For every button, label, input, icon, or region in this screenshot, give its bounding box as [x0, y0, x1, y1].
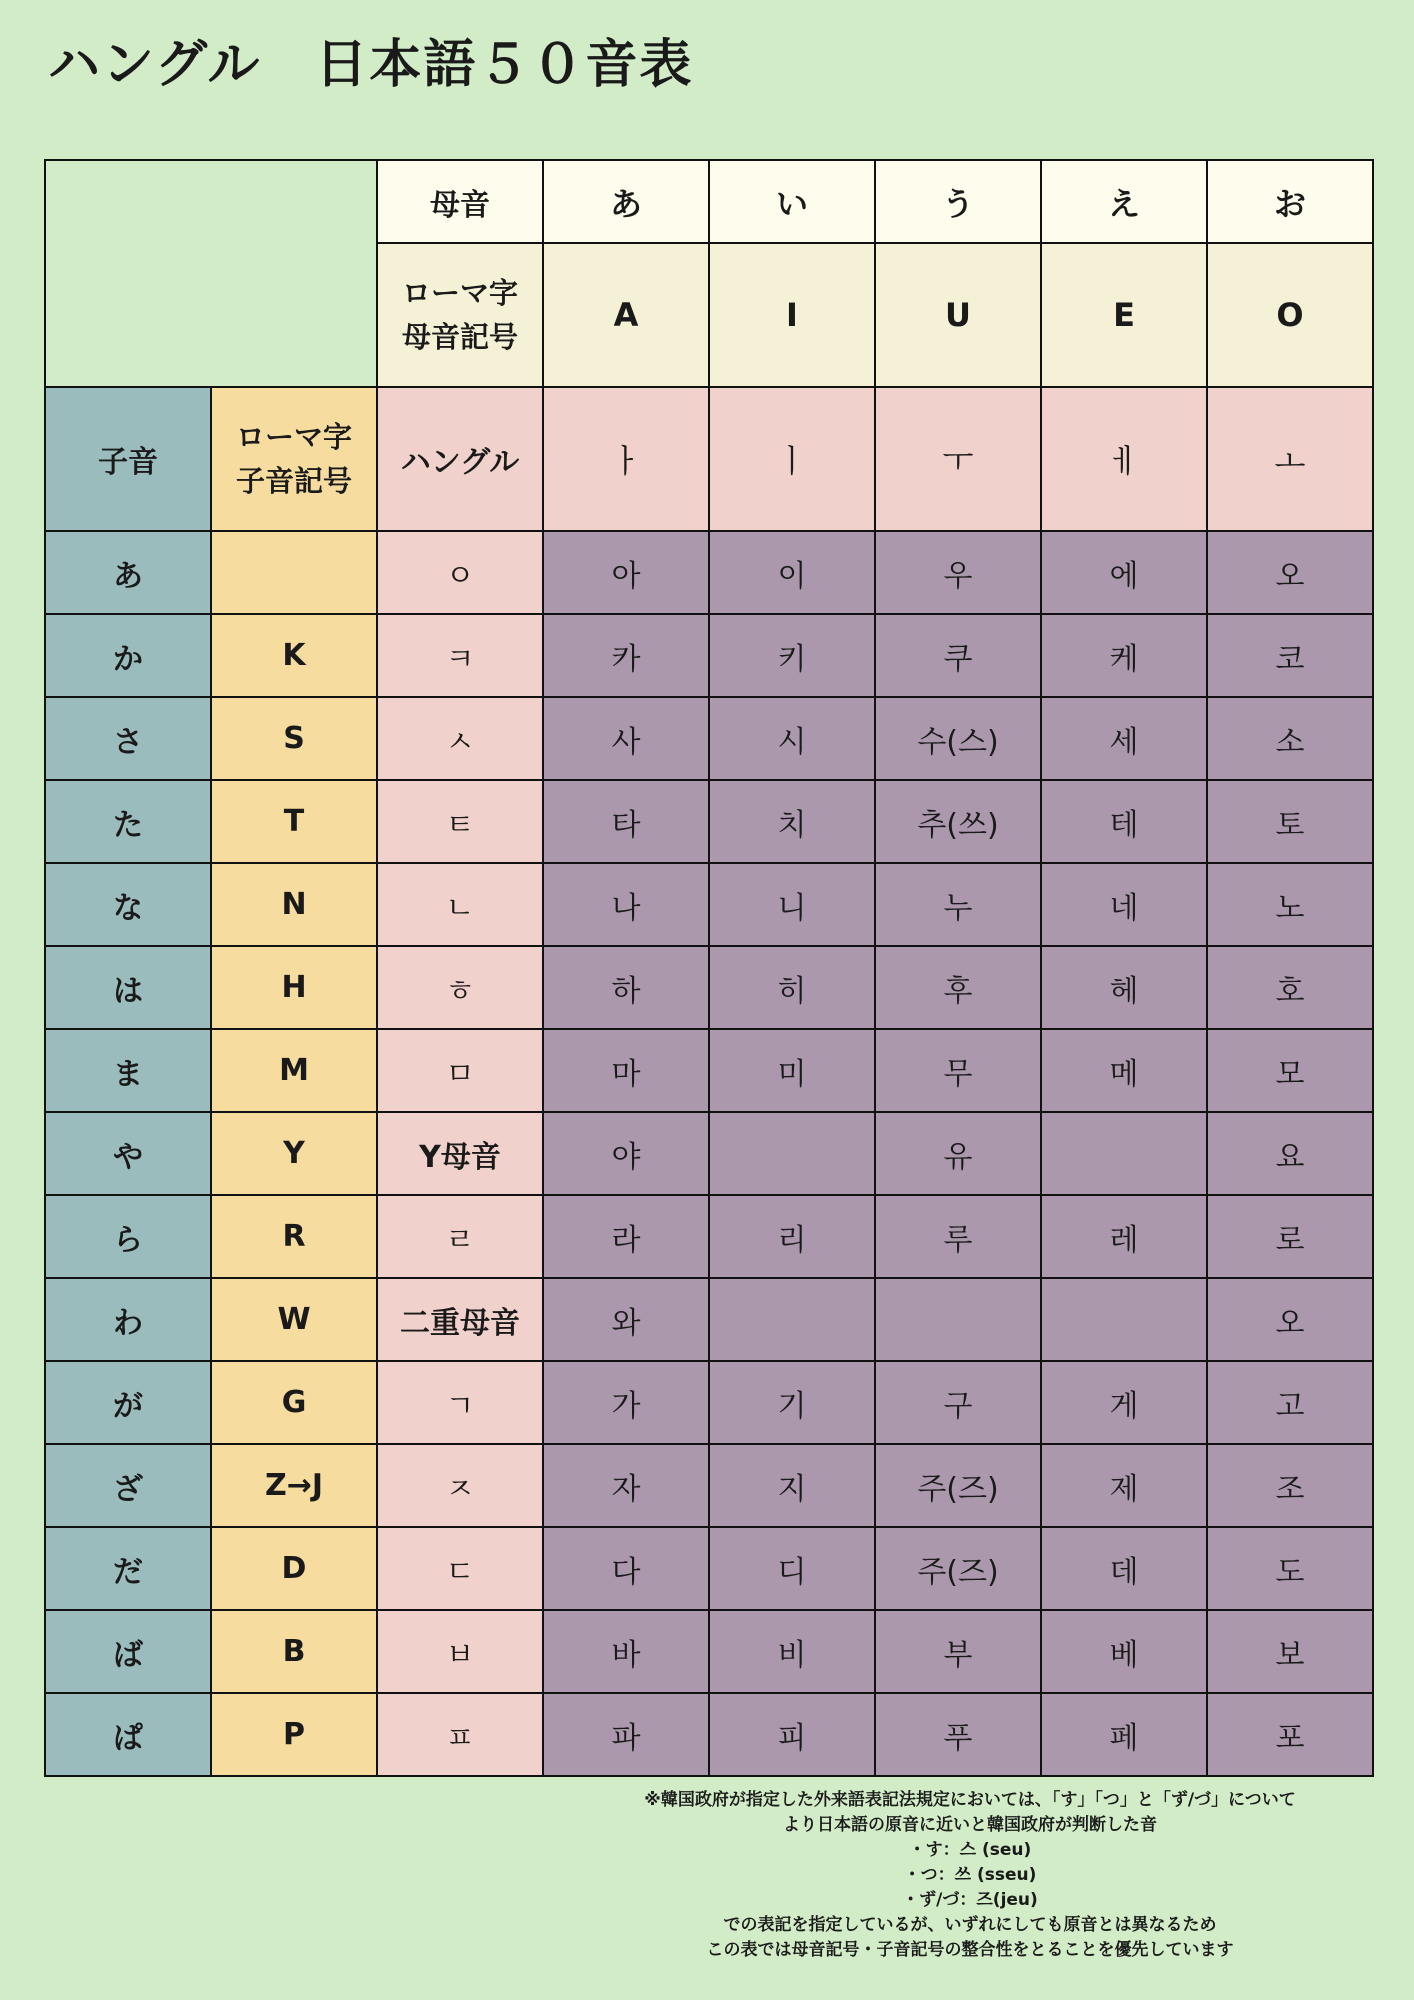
table-rows	[45, 531, 1373, 1776]
table-row	[45, 1693, 1373, 1776]
romaji-consonant-label-line1: ローマ字	[235, 420, 352, 454]
table-row	[45, 780, 1373, 863]
syllable-cell: 이	[709, 531, 875, 614]
syllable-cell: 세	[1041, 697, 1207, 780]
syllable-cell: 마	[543, 1029, 709, 1112]
syllable-cell: 나	[543, 863, 709, 946]
row-romaji: Z→J	[211, 1444, 377, 1527]
table-row	[45, 1112, 1373, 1195]
syllable-cell	[1041, 1112, 1207, 1195]
corner-cell	[45, 160, 377, 387]
romaji-vowel-i: I	[709, 243, 875, 387]
footnote-line: ・ず/づ：즈(jeu)	[902, 1890, 1038, 1910]
row-romaji: S	[211, 697, 377, 780]
row-romaji: N	[211, 863, 377, 946]
hangul-vowel-e: ㅔ	[1041, 387, 1207, 531]
romaji-vowel-label	[377, 243, 543, 387]
row-consonant-jamo: ㅁ	[377, 1029, 543, 1112]
syllable-cell	[1041, 1278, 1207, 1361]
footnote-line: ・す：스 (seu)	[908, 1840, 1032, 1860]
consonant-label: 子音	[45, 387, 211, 531]
hangul-vowel-u: ㅜ	[875, 387, 1041, 531]
hangul-label: ハングル	[377, 387, 543, 531]
row-consonant-jamo: ㅇ	[377, 531, 543, 614]
syllable-cell: 메	[1041, 1029, 1207, 1112]
syllable-cell: 포	[1207, 1693, 1373, 1776]
row-consonant-jamo: Y母音	[377, 1112, 543, 1195]
kana-vowel-o: お	[1207, 160, 1373, 243]
syllable-cell: 조	[1207, 1444, 1373, 1527]
row-kana: ま	[45, 1029, 211, 1112]
syllable-cell: 라	[543, 1195, 709, 1278]
syllable-cell: 아	[543, 531, 709, 614]
syllable-cell: 소	[1207, 697, 1373, 780]
row-kana: ざ	[45, 1444, 211, 1527]
hangul-vowel-i: ㅣ	[709, 387, 875, 531]
syllable-cell: 하	[543, 946, 709, 1029]
row-consonant-jamo: ㄴ	[377, 863, 543, 946]
syllable-cell: 리	[709, 1195, 875, 1278]
syllable-cell: 바	[543, 1610, 709, 1693]
row-consonant-jamo: ㄷ	[377, 1527, 543, 1610]
romaji-vowel-a: A	[543, 243, 709, 387]
syllable-cell: 미	[709, 1029, 875, 1112]
syllable-cell: 타	[543, 780, 709, 863]
row-consonant-jamo: ㅅ	[377, 697, 543, 780]
row-kana: わ	[45, 1278, 211, 1361]
syllable-cell: 야	[543, 1112, 709, 1195]
row-romaji: Y	[211, 1112, 377, 1195]
syllable-cell: 주(즈)	[875, 1444, 1041, 1527]
syllable-cell: 자	[543, 1444, 709, 1527]
footnote-line: この表では母音記号・子音記号の整合性をとることを優先しています	[706, 1940, 1234, 1960]
row-kana: ぱ	[45, 1693, 211, 1776]
syllable-cell: 토	[1207, 780, 1373, 863]
row-kana: さ	[45, 697, 211, 780]
syllable-cell: 가	[543, 1361, 709, 1444]
row-kana: た	[45, 780, 211, 863]
syllable-cell: 푸	[875, 1693, 1041, 1776]
syllable-cell	[709, 1278, 875, 1361]
romaji-vowel-o: O	[1207, 243, 1373, 387]
row-romaji: D	[211, 1527, 377, 1610]
footnote-line: ・つ：쓰 (sseu)	[903, 1865, 1037, 1885]
row-kana: あ	[45, 531, 211, 614]
table-row	[45, 1029, 1373, 1112]
table-row	[45, 614, 1373, 697]
table-row	[45, 863, 1373, 946]
footnote-line: ※韓国政府が指定した外来語表記法規定においては、「す」「つ」と「ず/づ」について	[644, 1790, 1296, 1810]
vowel-label: 母音	[377, 160, 543, 243]
syllable-cell	[875, 1278, 1041, 1361]
footnote-line: より日本語の原音に近いと韓国政府が判断した音	[783, 1815, 1157, 1835]
row-romaji: R	[211, 1195, 377, 1278]
syllable-cell: 주(즈)	[875, 1527, 1041, 1610]
kana-vowel-u: う	[875, 160, 1041, 243]
table-row	[45, 1444, 1373, 1527]
syllable-cell: 모	[1207, 1029, 1373, 1112]
row-consonant-jamo: ㅎ	[377, 946, 543, 1029]
row-kana: だ	[45, 1527, 211, 1610]
row-consonant-jamo: ㄹ	[377, 1195, 543, 1278]
syllable-cell: 카	[543, 614, 709, 697]
syllable-cell: 요	[1207, 1112, 1373, 1195]
row-kana: か	[45, 614, 211, 697]
row-romaji: K	[211, 614, 377, 697]
syllable-cell: 쿠	[875, 614, 1041, 697]
row-consonant-jamo: ㄱ	[377, 1361, 543, 1444]
syllable-cell: 로	[1207, 1195, 1373, 1278]
row-romaji: T	[211, 780, 377, 863]
hangul-vowel-a: ㅏ	[543, 387, 709, 531]
syllable-cell: 히	[709, 946, 875, 1029]
syllable-cell: 헤	[1041, 946, 1207, 1029]
footnote	[560, 1788, 1380, 1963]
romaji-consonant-label	[211, 387, 377, 531]
syllable-cell: 수(스)	[875, 697, 1041, 780]
page-title: ハングル 日本語５０音表	[48, 35, 694, 95]
hangul-vowel-o: ㅗ	[1207, 387, 1373, 531]
row-kana: や	[45, 1112, 211, 1195]
kana-vowel-e: え	[1041, 160, 1207, 243]
row-romaji: G	[211, 1361, 377, 1444]
syllable-cell: 구	[875, 1361, 1041, 1444]
kana-vowel-a: あ	[543, 160, 709, 243]
table-row	[45, 1361, 1373, 1444]
syllable-cell: 키	[709, 614, 875, 697]
romaji-vowel-label-line2: 母音記号	[401, 320, 518, 354]
syllable-cell: 페	[1041, 1693, 1207, 1776]
row-kana: が	[45, 1361, 211, 1444]
syllable-cell: 호	[1207, 946, 1373, 1029]
footnote-line: での表記を指定しているが、いずれにしても原音とは異なるため	[723, 1915, 1217, 1935]
syllable-cell: 노	[1207, 863, 1373, 946]
kana-vowel-i: い	[709, 160, 875, 243]
syllable-cell: 코	[1207, 614, 1373, 697]
syllable-cell: 비	[709, 1610, 875, 1693]
row-romaji: B	[211, 1610, 377, 1693]
syllable-cell: 치	[709, 780, 875, 863]
syllable-cell: 에	[1041, 531, 1207, 614]
syllable-cell: 베	[1041, 1610, 1207, 1693]
row-consonant-jamo: ㅋ	[377, 614, 543, 697]
romaji-vowel-e: E	[1041, 243, 1207, 387]
syllable-cell: 루	[875, 1195, 1041, 1278]
syllable-cell: 추(쓰)	[875, 780, 1041, 863]
row-kana: な	[45, 863, 211, 946]
row-kana: は	[45, 946, 211, 1029]
row-consonant-jamo: ㅌ	[377, 780, 543, 863]
syllable-cell: 네	[1041, 863, 1207, 946]
syllable-cell: 사	[543, 697, 709, 780]
syllable-cell: 제	[1041, 1444, 1207, 1527]
syllable-cell: 테	[1041, 780, 1207, 863]
syllable-cell: 부	[875, 1610, 1041, 1693]
table-row	[45, 697, 1373, 780]
table-row	[45, 1195, 1373, 1278]
row-romaji: H	[211, 946, 377, 1029]
syllable-cell: 다	[543, 1527, 709, 1610]
syllable-cell: 후	[875, 946, 1041, 1029]
syllable-cell: 무	[875, 1029, 1041, 1112]
syllable-cell: 지	[709, 1444, 875, 1527]
row-romaji: M	[211, 1029, 377, 1112]
syllable-cell: 와	[543, 1278, 709, 1361]
syllable-cell: 데	[1041, 1527, 1207, 1610]
syllable-cell: 누	[875, 863, 1041, 946]
syllable-cell	[709, 1112, 875, 1195]
row-consonant-jamo: ㅍ	[377, 1693, 543, 1776]
romaji-vowel-label-line1: ローマ字	[401, 276, 518, 310]
syllable-cell: 우	[875, 531, 1041, 614]
row-romaji: W	[211, 1278, 377, 1361]
romaji-vowel-u: U	[875, 243, 1041, 387]
row-kana: ら	[45, 1195, 211, 1278]
row-kana: ば	[45, 1610, 211, 1693]
syllable-cell: 기	[709, 1361, 875, 1444]
row-consonant-jamo: ㅈ	[377, 1444, 543, 1527]
row-romaji	[211, 531, 377, 614]
romaji-consonant-label-line2: 子音記号	[235, 464, 352, 498]
syllable-cell: 케	[1041, 614, 1207, 697]
syllable-cell: 니	[709, 863, 875, 946]
row-consonant-jamo: ㅂ	[377, 1610, 543, 1693]
syllable-cell: 게	[1041, 1361, 1207, 1444]
syllable-cell: 유	[875, 1112, 1041, 1195]
table-row	[45, 1527, 1373, 1610]
row-romaji: P	[211, 1693, 377, 1776]
table-row	[45, 1278, 1373, 1361]
syllable-cell: 파	[543, 1693, 709, 1776]
syllable-cell: 시	[709, 697, 875, 780]
syllable-cell: 피	[709, 1693, 875, 1776]
syllable-cell: 고	[1207, 1361, 1373, 1444]
syllable-cell: 도	[1207, 1527, 1373, 1610]
table-row	[45, 531, 1373, 614]
table-row	[45, 1610, 1373, 1693]
syllable-cell: 보	[1207, 1610, 1373, 1693]
table-row	[45, 946, 1373, 1029]
syllable-cell: 레	[1041, 1195, 1207, 1278]
syllable-cell: 오	[1207, 1278, 1373, 1361]
hangul-kana-table	[44, 159, 1374, 1777]
row-consonant-jamo: 二重母音	[377, 1278, 543, 1361]
syllable-cell: 오	[1207, 531, 1373, 614]
syllable-cell: 디	[709, 1527, 875, 1610]
